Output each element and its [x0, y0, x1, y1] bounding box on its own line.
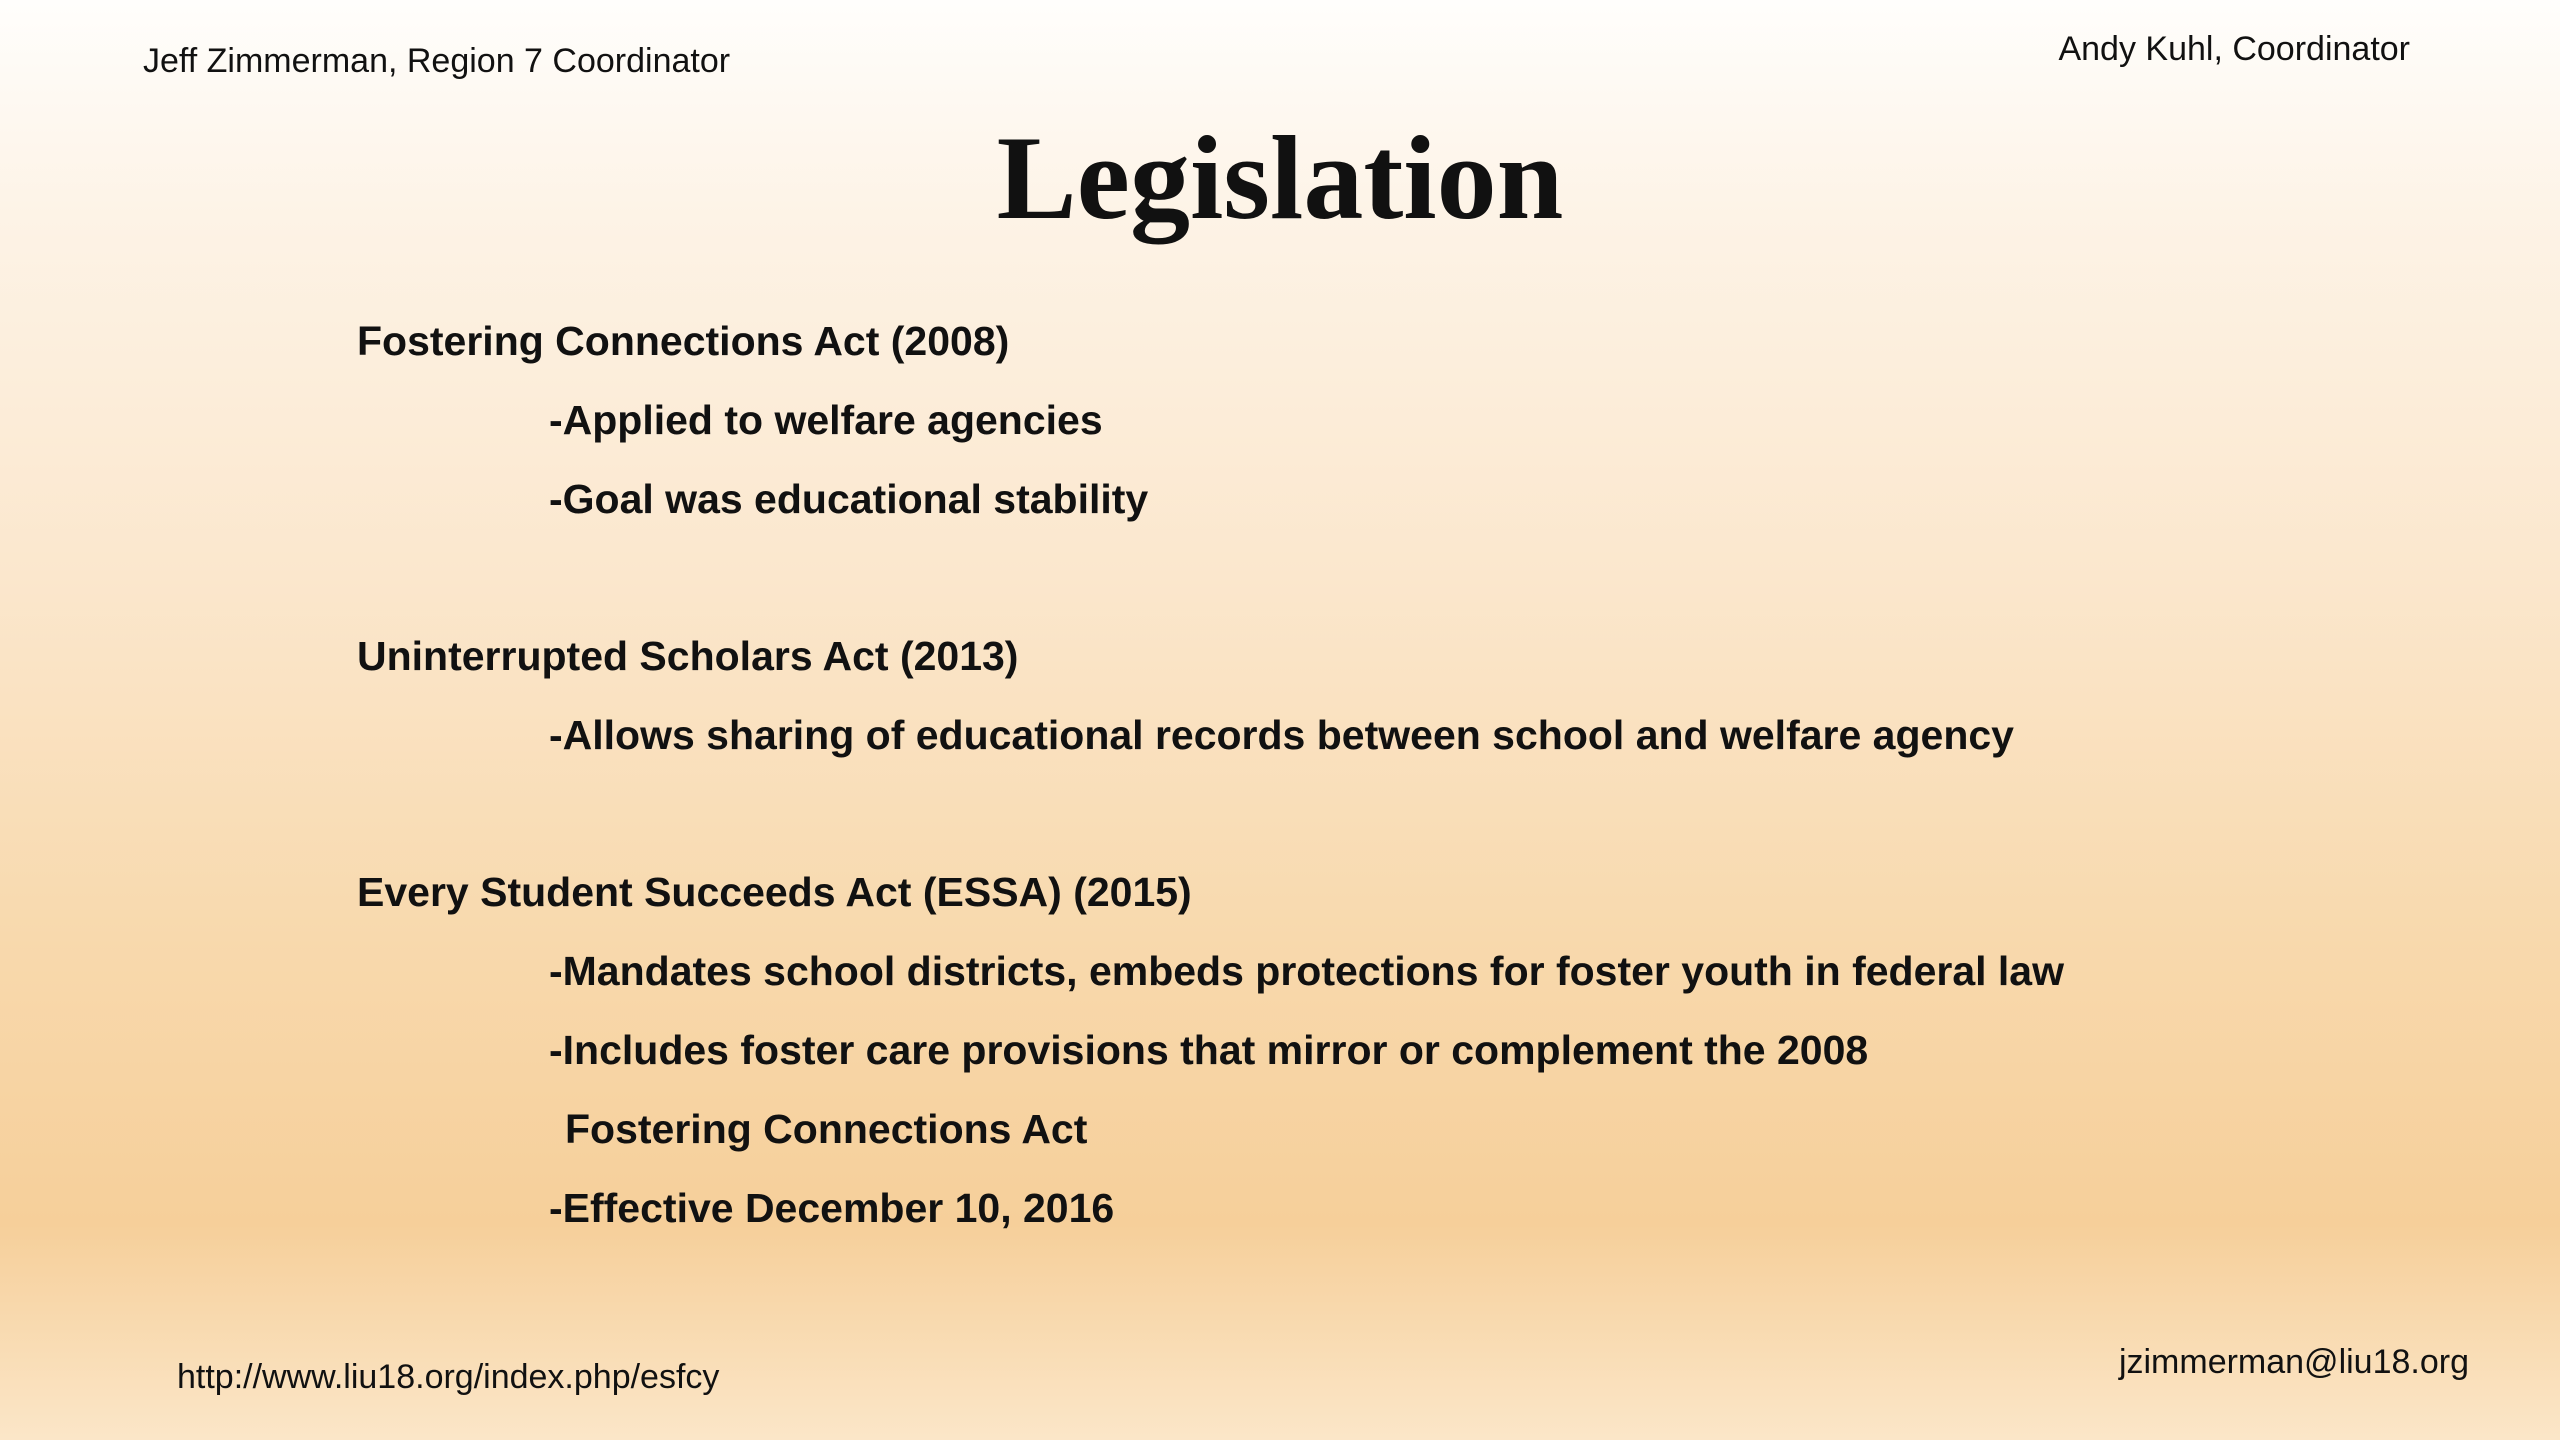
slide-body: [357, 302, 2064, 1248]
slide-title: Legislation: [996, 111, 1564, 244]
section-heading: Every Student Succeeds Act (ESSA) (2015): [357, 869, 1192, 915]
bullet-item: -Applied to welfare agencies: [549, 397, 1103, 443]
header-presenter: Jeff Zimmerman, Region 7 Coordinator: [143, 42, 731, 80]
bullet-item: -Allows sharing of educational records between school and welfare agency: [549, 712, 2014, 758]
bullet-item: -Includes foster care provisions that mirror or complement the 2008: [549, 1027, 1869, 1073]
footer-url: http://www.liu18.org/index.php/esfcy: [177, 1358, 720, 1396]
bullet-item-continuation: Fostering Connections Act: [565, 1106, 1088, 1152]
section-heading: Uninterrupted Scholars Act (2013): [357, 633, 1019, 679]
header-coordinator: Andy Kuhl, Coordinator: [2058, 30, 2410, 68]
bullet-item: -Effective December 10, 2016: [549, 1185, 1115, 1231]
footer-email: jzimmerman@liu18.org: [2118, 1343, 2469, 1381]
bullet-item: -Mandates school districts, embeds protections for foster youth in federal law: [549, 948, 2064, 994]
bullet-item: -Goal was educational stability: [549, 476, 1149, 522]
section-heading: Fostering Connections Act (2008): [357, 318, 1010, 364]
